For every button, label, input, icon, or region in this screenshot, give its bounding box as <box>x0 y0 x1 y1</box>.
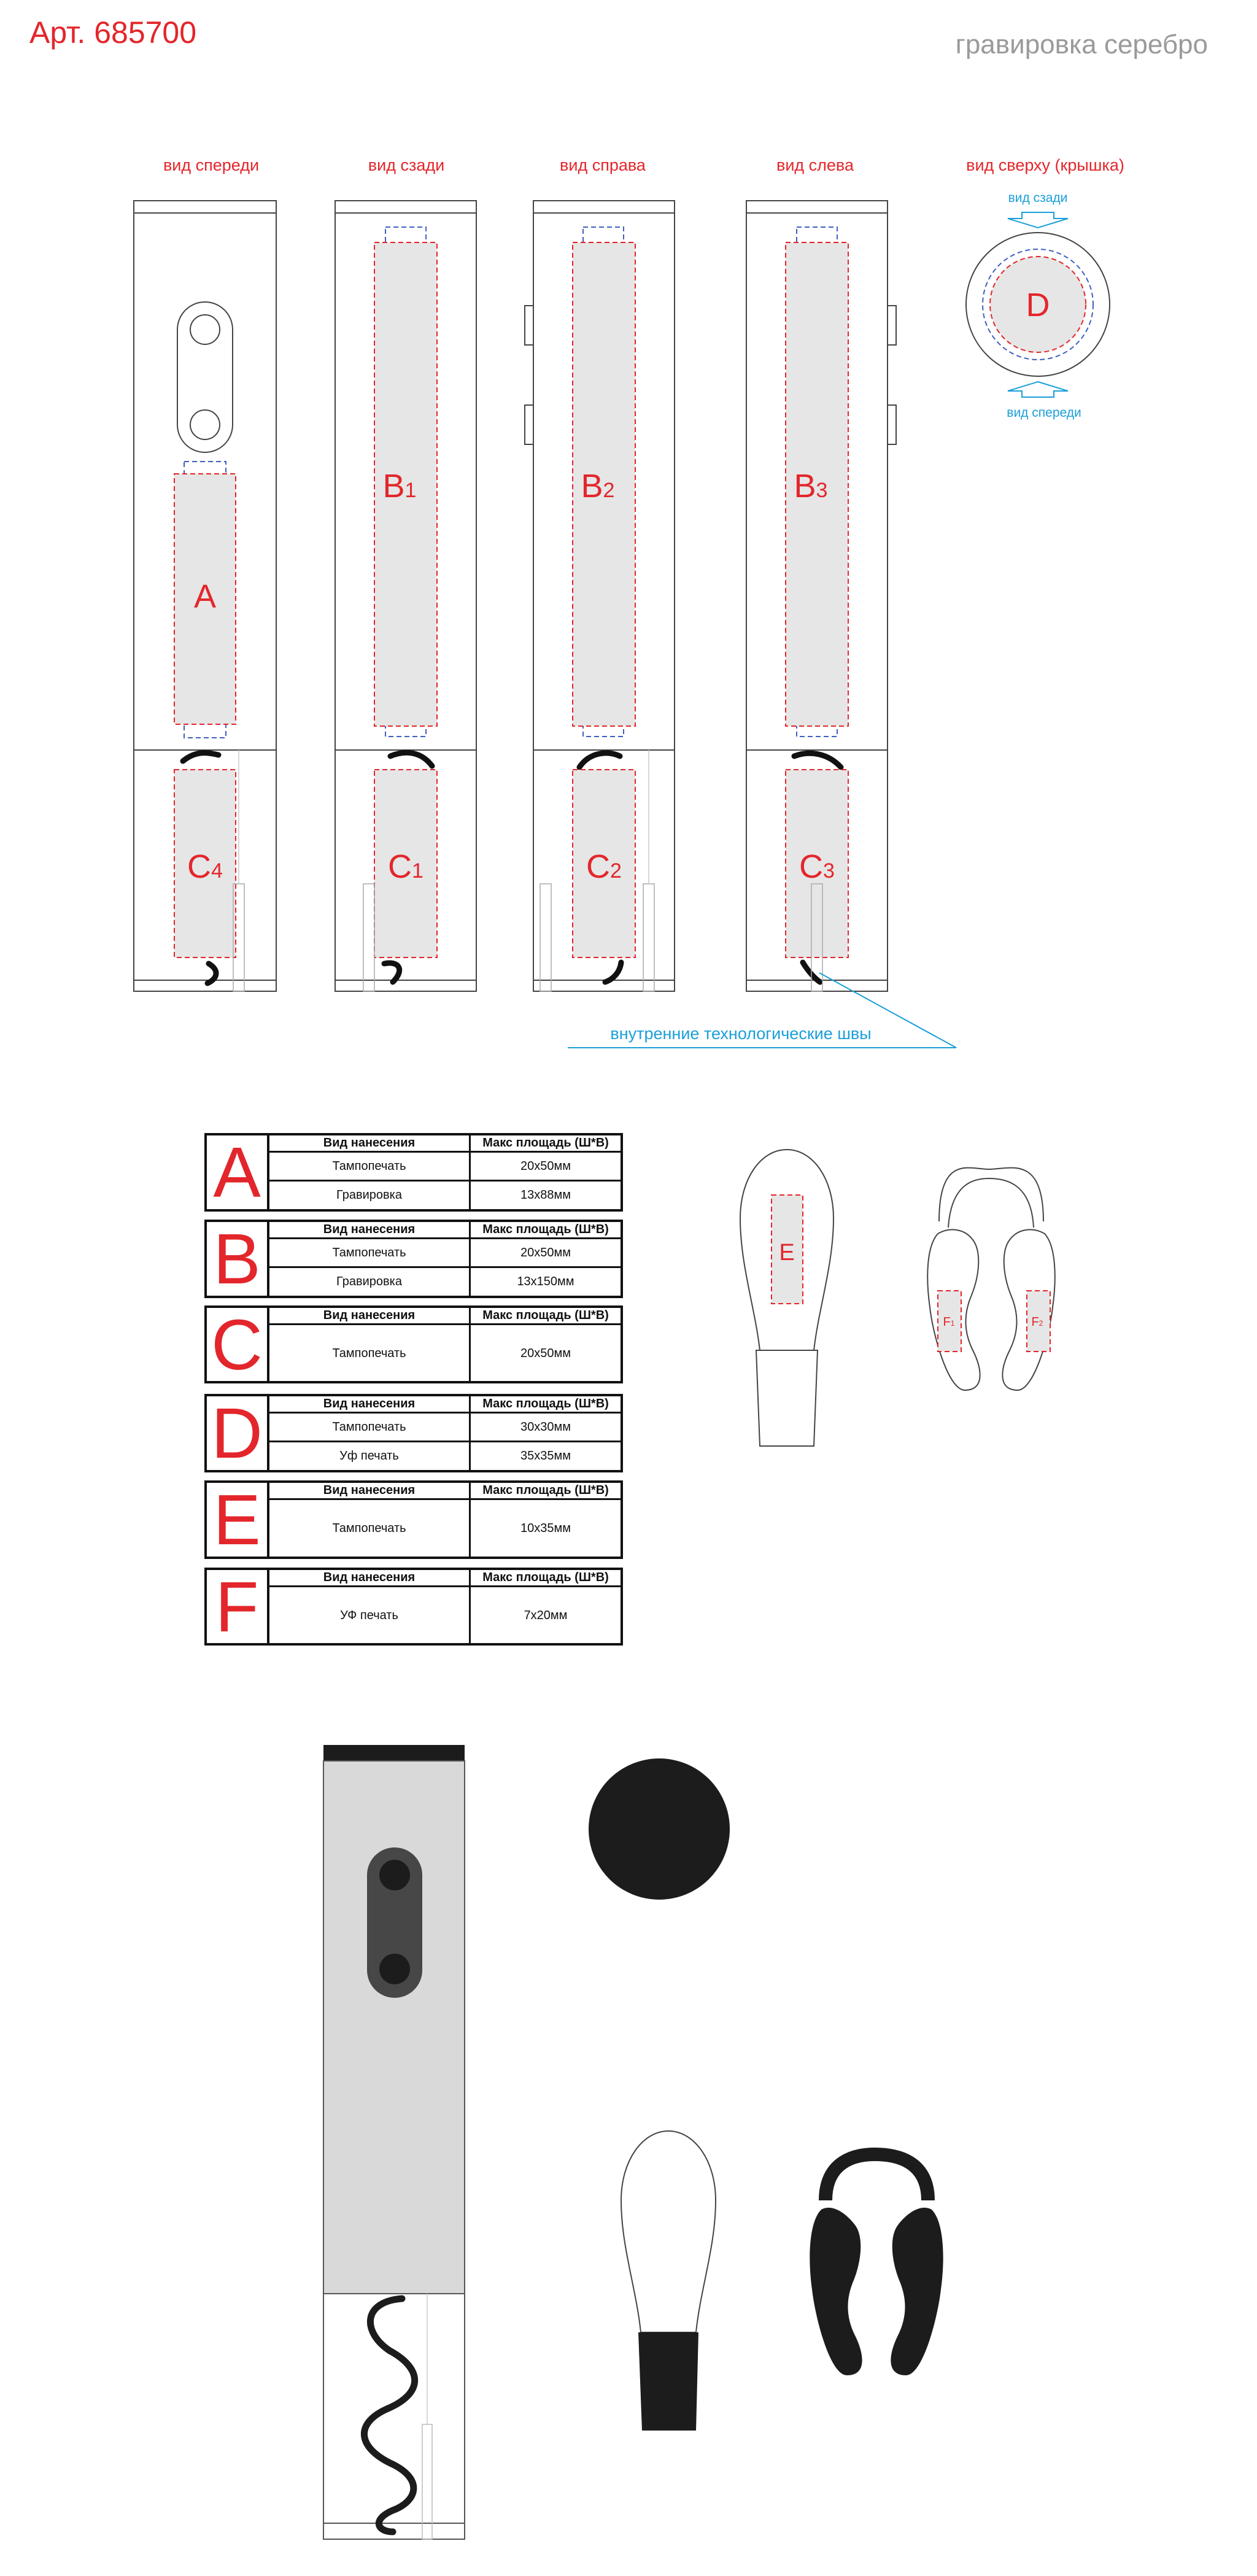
cap-render <box>589 1758 730 1900</box>
product-render <box>323 1745 943 2539</box>
zone-label-f2: F2 <box>1031 1315 1043 1329</box>
article-title: Арт. 685700 <box>29 15 197 50</box>
table-grid <box>269 1568 623 1646</box>
table-row <box>269 1325 621 1382</box>
table-letter: B <box>204 1220 269 1298</box>
table-grid <box>269 1480 623 1559</box>
table-header-cell: Макс площадь (Ш*В) <box>482 1136 609 1150</box>
table-header-cell: Макс площадь (Ш*В) <box>482 1483 609 1497</box>
view-label-top: вид сверху (крышка) <box>966 156 1124 174</box>
table-cell: Тампопечать <box>269 1500 471 1557</box>
table-letter: F <box>204 1568 269 1646</box>
table-row <box>269 1268 621 1296</box>
table-cell: Уф печать <box>269 1442 471 1470</box>
table-row <box>269 1182 621 1209</box>
view-label-front: вид спереди <box>163 156 260 174</box>
clip-outline <box>927 1168 1054 1390</box>
table-cell: 20x50мм <box>520 1245 571 1259</box>
table-header-row <box>269 1570 621 1587</box>
table-cell: Тампопечать <box>269 1239 471 1266</box>
zone-label-b3: B3 <box>794 468 828 505</box>
table-cell: 13x88мм <box>520 1188 571 1202</box>
zone-label-c2: C2 <box>586 848 622 885</box>
table-header-cell: Макс площадь (Ш*В) <box>482 1309 609 1322</box>
foil-cutter-render <box>621 2131 716 2332</box>
table-letter: A <box>204 1133 269 1212</box>
zone-label-c4: C4 <box>187 848 223 885</box>
table-header-cell: Вид нанесения <box>269 1135 471 1151</box>
table-header-cell: Макс площадь (Ш*В) <box>482 1397 609 1410</box>
table-header-row <box>269 1483 621 1500</box>
table-row <box>269 1239 621 1268</box>
table-header-row <box>269 1308 621 1325</box>
zone-label-e: E <box>779 1240 795 1266</box>
spec-table-d <box>204 1394 623 1472</box>
table-cell: УФ печать <box>269 1587 471 1644</box>
zone-label-b2: B2 <box>581 468 615 505</box>
table-row <box>269 1587 621 1644</box>
table-grid <box>269 1305 623 1383</box>
view-label-left: вид слева <box>776 156 854 174</box>
table-cell: Тампопечать <box>269 1153 471 1180</box>
clip-render-right <box>891 2208 943 2375</box>
clip-render-left <box>810 2208 862 2375</box>
top-view-back-label: вид сзади <box>1008 191 1068 205</box>
arrow-down-icon <box>1008 212 1068 228</box>
spec-table-f <box>204 1568 623 1646</box>
table-cell: Тампопечать <box>269 1325 471 1382</box>
table-grid <box>269 1133 623 1212</box>
table-cell: 10x35мм <box>520 1522 571 1535</box>
table-header-cell: Вид нанесения <box>269 1222 471 1237</box>
table-cell: 20x50мм <box>520 1159 571 1173</box>
table-cell: Гравировка <box>269 1182 471 1209</box>
table-cell: 7x20мм <box>524 1608 568 1622</box>
zone-label-c1: C1 <box>388 848 424 885</box>
table-cell: 35x35мм <box>520 1449 571 1463</box>
print-method-label: гравировка серебро <box>955 29 1208 60</box>
seams-note: внутренние технологические швы <box>610 1024 872 1043</box>
table-row <box>269 1153 621 1182</box>
table-cell: 20x50мм <box>520 1346 571 1360</box>
table-row <box>269 1500 621 1557</box>
spec-table-c <box>204 1305 623 1383</box>
table-cell: Гравировка <box>269 1268 471 1296</box>
table-header-cell: Макс площадь (Ш*В) <box>482 1571 609 1584</box>
table-grid <box>269 1220 623 1298</box>
table-header-cell: Вид нанесения <box>269 1570 471 1585</box>
zone-label-d: D <box>1026 287 1050 323</box>
foil-cutter-outline <box>740 1150 833 1446</box>
table-header-row <box>269 1135 621 1153</box>
arrow-up-icon <box>1008 382 1068 397</box>
table-cell: 30x30мм <box>520 1420 571 1434</box>
zone-label-f1: F1 <box>943 1315 955 1329</box>
table-cell: Тампопечать <box>269 1414 471 1441</box>
spec-table-b <box>204 1220 623 1298</box>
table-cell: 13x150мм <box>517 1275 574 1288</box>
spec-table-a <box>204 1133 623 1212</box>
table-letter: D <box>204 1394 269 1472</box>
zone-label-a: A <box>193 578 217 615</box>
view-label-right: вид справа <box>560 156 646 174</box>
table-grid <box>269 1394 623 1472</box>
table-letter: C <box>204 1305 269 1383</box>
zone-label-b1: B1 <box>382 468 417 505</box>
table-header-cell: Вид нанесения <box>269 1396 471 1412</box>
view-label-back: вид сзади <box>368 156 445 174</box>
table-row <box>269 1414 621 1442</box>
table-header-cell: Вид нанесения <box>269 1483 471 1498</box>
zone-label-c3: C3 <box>799 848 835 885</box>
top-view-front-label: вид спереди <box>1007 406 1081 420</box>
table-header-cell: Макс площадь (Ш*В) <box>482 1223 609 1236</box>
table-header-row <box>269 1222 621 1239</box>
table-letter: E <box>204 1480 269 1559</box>
table-header-row <box>269 1396 621 1414</box>
table-row <box>269 1442 621 1470</box>
spec-table-e <box>204 1480 623 1559</box>
table-header-cell: Вид нанесения <box>269 1308 471 1323</box>
